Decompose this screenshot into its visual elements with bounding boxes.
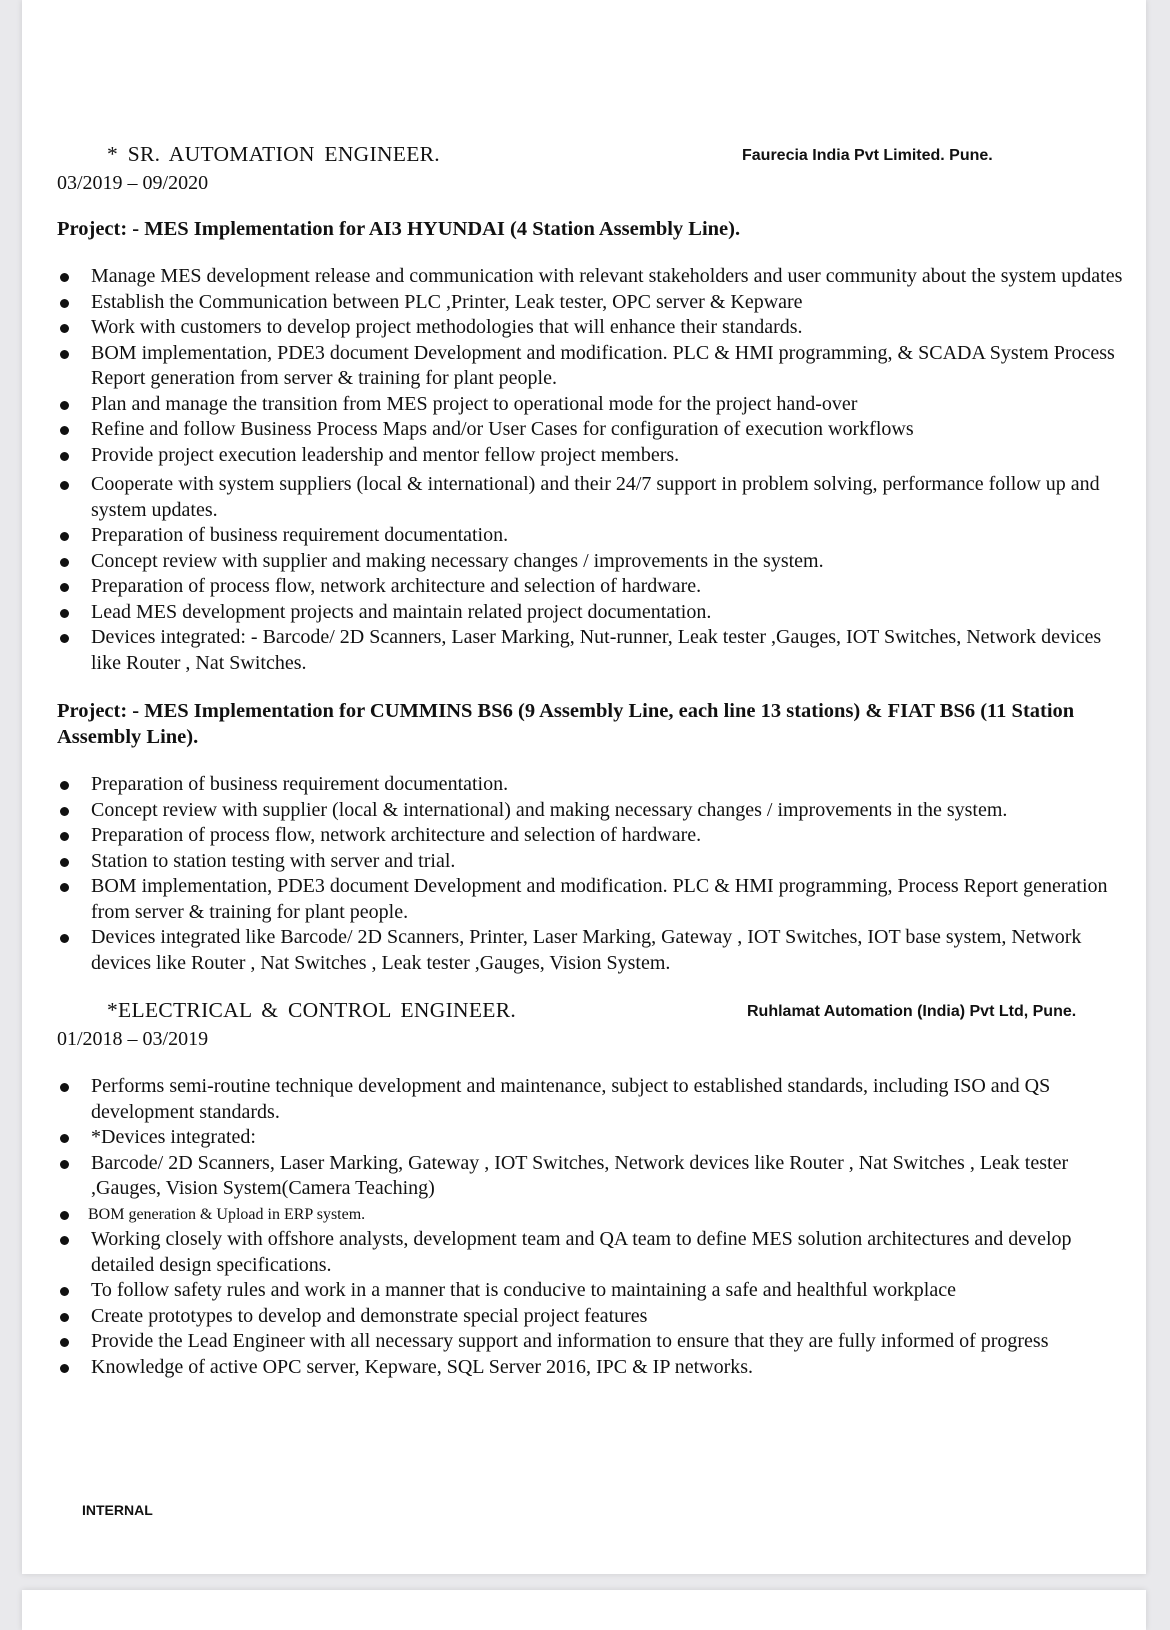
bullet-text: BOM generation & Upload in ERP system. (88, 1205, 366, 1223)
bullet-text: Establish the Communication between PLC ,Printer, Leak tester, OPC server & Kepware (91, 290, 803, 313)
bullet-text: Performs semi-routine technique development and maintenance, subject to established standards, including ISO and QS development standards. (91, 1075, 1051, 1123)
bullet-icon (60, 350, 69, 359)
list-item (57, 417, 1131, 443)
company-name: Ruhlamat Automation (India) Pvt Ltd, Pune. (747, 1003, 1077, 1020)
list-item (57, 290, 1131, 316)
list-item (57, 1227, 1131, 1278)
project-title: Project: - MES Implementation for AI3 HYUNDAI (4 Station Assembly Line). (57, 218, 741, 240)
list-item (57, 823, 1131, 849)
list-item (57, 874, 1131, 925)
bullet-icon (60, 1364, 69, 1373)
bullet-text: Devices integrated like Barcode/ 2D Scanners, Printer, Laser Marking, Gateway , IOT Switches, IOT base system, Network devices like Router , Nat Switches , Leak tester ,Gauges, Vision System. (91, 926, 1082, 974)
bullet-icon (60, 452, 69, 461)
list-item (57, 472, 1131, 523)
list-item (57, 925, 1131, 976)
bullet-icon (60, 1338, 69, 1347)
company-name: Faurecia India Pvt Limited. Pune. (742, 147, 993, 164)
list-item (57, 392, 1131, 418)
bullet-text: Barcode/ 2D Scanners, Laser Marking, Gateway , IOT Switches, Network devices like Router , Nat Switches , Leak tester ,Gauges, Vision System(Camera Teaching) (91, 1151, 1069, 1199)
bullet-icon (60, 401, 69, 410)
bullet-text: Working closely with offshore analysts, development team and QA team to define MES solution architectures and develop detailed design specifications. (91, 1228, 1072, 1276)
bullet-text: BOM implementation, PDE3 document Development and modification. PLC & HMI programming, & SCADA System Process Report generation from server & training for plant people. (91, 341, 1115, 389)
list-item (57, 1278, 1131, 1304)
bullet-text: BOM implementation, PDE3 document Development and modification. PLC & HMI programming, Process Report generation from server & training for plant people. (91, 875, 1108, 923)
bullet-text: Provide project execution leadership and mentor fellow project members. (91, 443, 680, 466)
bullet-icon (60, 532, 69, 541)
bullet-icon (60, 858, 69, 867)
bullet-text: Refine and follow Business Process Maps and/or User Cases for configuration of execution workflows (91, 418, 914, 440)
bullet-icon (60, 558, 69, 567)
bullet-text: Concept review with supplier and making necessary changes / improvements in the system. (91, 549, 824, 572)
bullet-icon (60, 634, 69, 643)
bullet-text: Preparation of business requirement documentation. (91, 524, 509, 546)
bullet-text: Manage MES development release and communication with relevant stakeholders and user community about the system updates (91, 265, 1123, 287)
bullet-icon (60, 1211, 69, 1220)
list-item (57, 600, 1131, 626)
bullet-icon (60, 609, 69, 618)
bullet-icon (60, 1160, 69, 1169)
bullet-text: *Devices integrated: (91, 1126, 256, 1148)
bullet-list-project-1 (57, 264, 1123, 676)
list-item (57, 315, 1131, 341)
bullet-icon (60, 426, 69, 435)
bullet-icon (60, 299, 69, 308)
list-item (57, 341, 1131, 392)
role-header-1 (57, 142, 1117, 170)
list-item (57, 1125, 1131, 1151)
list-item (57, 772, 1131, 798)
bullet-icon (60, 481, 69, 490)
role-title: * SR. AUTOMATION ENGINEER. (107, 142, 440, 166)
bullet-icon (60, 324, 69, 333)
bullet-text: Knowledge of active OPC server, Kepware, SQL Server 2016, IPC & IP networks. (91, 1355, 754, 1378)
role-dates: 03/2019 – 09/2020 (57, 172, 209, 194)
bullet-icon (60, 1236, 69, 1245)
list-item (57, 1355, 1131, 1381)
bullet-icon (60, 1134, 69, 1143)
list-item (57, 1151, 1131, 1202)
bullet-text: Devices integrated: - Barcode/ 2D Scanners, Laser Marking, Nut-runner, Leak tester ,Gauges, IOT Switches, Network devices like Router , Nat Switches. (91, 626, 1102, 674)
role-dates: 01/2018 – 03/2019 (57, 1028, 209, 1050)
list-item (57, 1074, 1131, 1125)
bullet-icon (60, 883, 69, 892)
bullet-text: Work with customers to develop project methodologies that will enhance their standards. (91, 316, 803, 338)
list-item (57, 1202, 1128, 1228)
bullet-text: Preparation of process flow, network architecture and selection of hardware. (91, 824, 702, 846)
document-page (22, 0, 1146, 1574)
bullet-icon (60, 583, 69, 592)
section-spacer (57, 976, 1117, 998)
project-title: Project: - MES Implementation for CUMMINS BS6 (9 Assembly Line, each line 13 stations) & FIAT BS6 (11 Station Assembly Line). (57, 700, 1075, 748)
bullet-icon (60, 807, 69, 816)
list-item (57, 443, 1131, 469)
bullet-text: To follow safety rules and work in a manner that is conducive to maintaining a safe and healthful workplace (91, 1279, 956, 1301)
bullet-icon (60, 832, 69, 841)
bullet-list-project-2 (57, 772, 1117, 976)
bullet-icon (60, 934, 69, 943)
next-page-edge (22, 1590, 1146, 1630)
bullet-list-role-2 (57, 1074, 1117, 1380)
bullet-icon (60, 781, 69, 790)
list-item (57, 574, 1131, 600)
resume-content (57, 142, 1123, 1380)
bullet-icon (60, 1083, 69, 1092)
list-item (57, 1304, 1131, 1330)
role-title: *ELECTRICAL & CONTROL ENGINEER. (107, 998, 517, 1022)
bullet-text: Preparation of process flow, network architecture and selection of hardware. (91, 575, 702, 597)
bullet-text: Create prototypes to develop and demonstrate special project features (91, 1304, 648, 1327)
bullet-text: Concept review with supplier (local & international) and making necessary changes / improvements in the system. (91, 798, 1008, 821)
role-header-2 (57, 998, 1117, 1026)
list-item (57, 264, 1131, 290)
list-item (57, 1329, 1131, 1355)
list-item (57, 849, 1131, 875)
bullet-icon (60, 1287, 69, 1296)
classification-label: INTERNAL (82, 1502, 153, 1518)
list-item (57, 523, 1131, 549)
bullet-icon (60, 1313, 69, 1322)
bullet-text: Lead MES development projects and maintain related project documentation. (91, 600, 712, 623)
list-item (57, 625, 1131, 676)
bullet-text: Preparation of business requirement documentation. (91, 773, 509, 795)
list-item (57, 549, 1131, 575)
bullet-text: Plan and manage the transition from MES project to operational mode for the project hand-over (91, 392, 858, 415)
bullet-icon (60, 273, 69, 282)
bullet-text: Provide the Lead Engineer with all necessary support and information to ensure that they are fully informed of progress (91, 1330, 1049, 1352)
list-item (57, 798, 1131, 824)
bullet-text: Cooperate with system suppliers (local & international) and their 24/7 support in problem solving, performance follow up and system updates. (91, 473, 1100, 521)
bullet-text: Station to station testing with server and trial. (91, 849, 456, 872)
